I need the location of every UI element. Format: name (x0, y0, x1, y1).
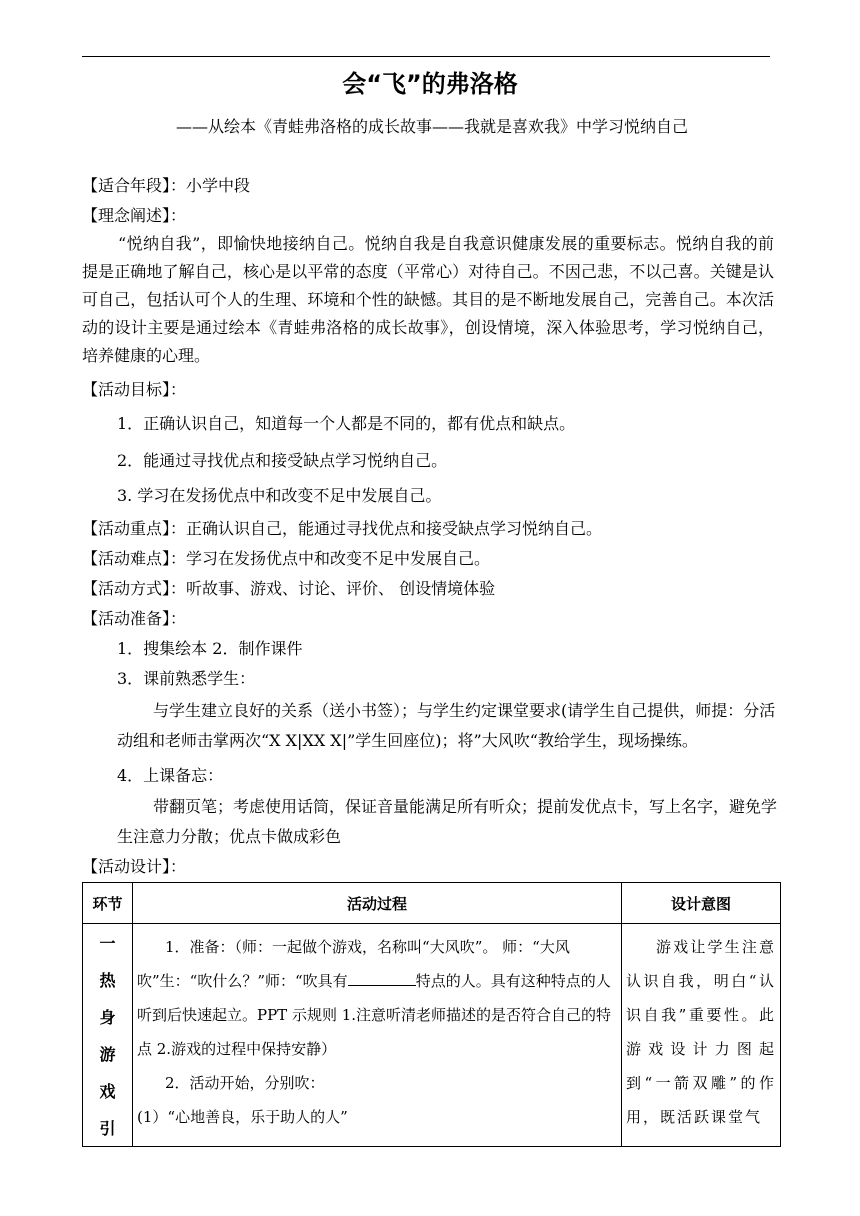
process-paragraph: (1）“心地善良，乐于助人的人” (137, 1108, 348, 1126)
prep-item: 1．搜集绘本 2．制作课件 (117, 639, 303, 658)
page-title: 会“飞”的弗洛格 (342, 70, 518, 98)
design-heading: 【活动设计】： (82, 857, 187, 876)
step-char: 戏 (99, 1082, 116, 1101)
key-point-line: 【活动重点】：正确认识自己，能通过寻找优点和接受缺点学习悦纳自己。 (82, 519, 603, 538)
difficulty-line: 【活动难点】：学习在发扬优点中和改变不足中发展自己。 (82, 549, 491, 568)
step-char: 身 (99, 1008, 116, 1027)
top-rule (82, 56, 770, 57)
concept-heading: 【理念阐述】： (82, 206, 187, 225)
step-cell (83, 924, 133, 1147)
prep-item: 3．课前熟悉学生： (117, 669, 256, 688)
concept-paragraph: “悦纳自我”，即愉快地接纳自己。悦纳自我是自我意识健康发展的重要标志。悦纳自我的前提是正确地了解自己，核心是以平常的态度（平常心）对待自己。不因己悲，不以己喜。关键是认可自己，包括认可个人的生理、环境和个性的缺憾。其目的是不断地发展自己，完善自己。本次活动的设计主要是通过绘本《青蛙弗洛格的成长故事》，创设情境，深入体验思考，学习悦纳自己，培养健康的心理。 (82, 234, 774, 365)
process-text: 特点的人。具有这种特点的人听到后快速起立。PPT 示规则 1.注意听清老师描述的是否符合自己的特点 2.游戏的过程中保持安静） (137, 972, 612, 1058)
page-subtitle: ——从绘本《青蛙弗洛格的成长故事——我就是喜欢我》中学习悦纳自己 (176, 117, 689, 136)
method-line: 【活动方式】：听故事、游戏、讨论、评价、 创设情境体验 (82, 579, 496, 598)
goals-heading: 【活动目标】： (82, 380, 187, 399)
prep-heading: 【活动准备】： (82, 609, 187, 628)
step-char: 游 (99, 1045, 116, 1064)
memo-heading: 4．上课备忘： (117, 766, 224, 785)
intent-cell: 游戏让学生注意认识自我，明白“认识自我”重要性。此游戏设计力图起到“一箭双雕”的作用，既活跃课堂气 (622, 924, 781, 1147)
process-paragraph: 2．活动开始，分别吹： (165, 1074, 325, 1092)
fill-blank (348, 971, 416, 986)
step-char: 热 (99, 971, 116, 990)
table-row (83, 924, 781, 1147)
goal-item: 1．正确认识自己，知道每一个人都是不同的，都有优点和缺点。 (117, 414, 576, 433)
table-header-row (83, 883, 781, 924)
process-cell (133, 924, 622, 1147)
goal-item: 3. 学习在发扬优点中和改变不足中发展自己。 (117, 486, 442, 505)
memo-detail: 带翻页笔；考虑使用话筒，保证音量能满足所有听众；提前发优点卡，写上名字，避免学生注意力分散；优点卡做成彩色 (117, 797, 778, 846)
process-paragraph (137, 930, 617, 1066)
activity-design-table (82, 882, 781, 1147)
step-char: 引 (99, 1119, 116, 1138)
process-text: 1．准备：（师：一起做个游戏，名称叫“大风吹”。 师：“大风吹”生：“吹什么？”师：“吹具有 (137, 938, 570, 990)
prep-detail: 与学生建立良好的关系（送小书签）；与学生约定课堂要求(请学生自己提供，师提：分活动组和老师击掌两次“X X|XX X|”学生回座位)；将”大风吹“教给学生，现场操练。 (117, 701, 776, 750)
header-step: 环节 (83, 883, 133, 924)
header-process: 活动过程 (133, 883, 622, 924)
step-char: 一 (99, 934, 116, 953)
goal-item: 2．能通过寻找优点和接受缺点学习悦纳自己。 (117, 451, 448, 470)
grade-line: 【适合年段】：小学中段 (82, 176, 251, 195)
header-intent: 设计意图 (622, 883, 781, 924)
